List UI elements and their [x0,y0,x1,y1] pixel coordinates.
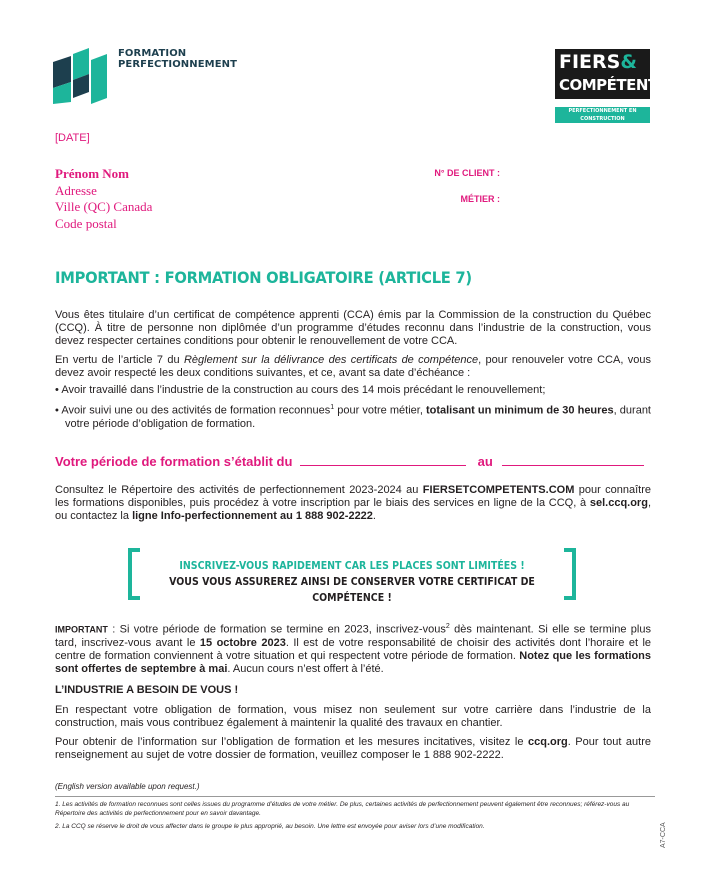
industry-text-b: . Pour tout autre renseignement au sujet de votre dossier de formation, veuillez composer le 1 888 902-2222. [55,736,651,761]
callout-left-bracket [128,548,140,600]
info-line: ligne Info-perfectionnement au 1 888 902-2222 [132,510,373,522]
industry-section [55,704,651,762]
deadline-date: 15 octobre 2023 [199,636,286,649]
period-label: Votre période de formation s’établit du [55,454,293,469]
callout-line-2: VOUS VOUS ASSUREREZ AINSI DE CONSERVER VOTRE CERTIFICAT DE COMPÉTENCE ! [169,576,535,604]
intro-text: Vous êtes titulaire d’un certificat de compétence apprenti (CCA) émis par la Commission de la construction du Québec (CCQ). À titre de personne non diplômée d’un programme d’études reconnu dans l’industrie de la construction, vous devez respecter certaines conditions pour obtenir le renouvellement de votre CCA. [55,309,651,347]
footnote-divider [55,796,655,797]
industry-paragraph-1: En respectant votre obligation de formation, vous misez non seulement sur votre carrière dans l’industrie de la construction, mais vous contribuez également à maintenir la qualité des travaux en chantier. [55,704,651,729]
bullet-2-bold: totalisant un minimum de 30 heures [425,404,614,417]
footnote-2: 2. La CCQ se réserve le droit de vous affecter dans le groupe le plus approprié, au besoin. Une lettre est envoyée pour aviser lors d’une modification. [55,823,485,830]
footnote-ref-1: 1 [330,404,335,411]
important-text-3: . Il est de votre responsabilité de choisir des activités dont l’horaire et le centre de formation conviennent à votre situation et qui respectent votre période de formation. [55,636,652,662]
document-code: A7-CCA [660,822,667,848]
callout [161,558,543,606]
important-text-1: : Si votre période de formation se termine en 2023, inscrivez-vous [107,623,446,636]
industry-text-a: Pour obtenir de l’information sur l’obligation de formation et les mesures incitatives, visitez le [55,736,528,748]
badge-amp: & [620,51,637,73]
badge-subtitle: PERFECTIONNEMENT EN CONSTRUCTION [555,107,650,123]
date-field: [DATE] [55,132,90,144]
bullet-2-before: Avoir suivi une ou des activités de formation reconnues [61,404,331,417]
period-start-line[interactable] [300,464,466,466]
bullet-2-after: , durant votre période d’obligation de formation. [65,404,651,430]
callout-right-bracket [564,548,576,600]
important-text-4: . Aucun cours n’est offert à l’été. [227,662,384,675]
important-text-2: dès maintenant. Si elle se termine plus tard, inscrivez-vous avant le [55,623,651,649]
english-note: (English version available upon request.) [55,782,200,791]
period-end-line[interactable] [502,464,644,466]
article-before: En vertu de l’article 7 du [55,354,184,366]
article-regulation: Règlement sur la délivrance des certificats de compétence [183,354,479,366]
important-paragraph [55,620,651,676]
footnote-ref-2: 2 [445,623,450,630]
recipient-city: Ville (QC) Canada [55,199,153,214]
badge-fiers: FIERS [559,51,621,73]
badge-competents: COMPÉTENTS [559,76,668,94]
recipient-postal: Code postal [55,215,117,231]
recipient-name: Prénom Nom [55,166,130,181]
footnote-1: 1. Les activités de formation reconnues sont celles issues du programme d’études de votre métier. De plus, certaines activités de perfectionnement peuvent également être reconnues; référez-vous au Répertoire des activités de perfectionnement pour en savoir davantage. [55,801,630,817]
bullet-2-mid: pour votre métier, [334,404,426,417]
formation-logo [53,48,109,104]
intro-paragraph [55,309,651,431]
article-after: , pour renouveler votre CCA, vous devez avoir respecté les deux conditions suivantes, et ce, avant sa date d’échéance : [55,354,651,379]
formation-logo-icon [53,48,109,104]
consult-text-3: , ou contactez la [55,497,651,522]
industry-heading: L’INDUSTRIE A BESOIN DE VOUS ! [55,684,239,696]
formation-logo-text [118,48,237,70]
ccq-link[interactable]: ccq.org [527,736,568,748]
important-bold: Notez que les formations sont offertes de septembre à mai [55,649,652,675]
fiers-competents-badge [555,49,668,122]
sel-link[interactable]: sel.ccq.org [589,497,648,509]
page-title: IMPORTANT : FORMATION OBLIGATOIRE (ARTICLE 7) [55,268,472,287]
logo-line-2: PERFECTIONNEMENT [118,59,238,70]
callout-line-1: INSCRIVEZ-VOUS RAPIDEMENT CAR LES PLACES SONT LIMITÉES ! [179,560,525,572]
recipient-street: Adresse [55,182,97,198]
consult-text-2: pour connaître les formations disponibles, puis procédez à votre inscription par le biais des services en ligne de la CCQ, à [55,484,651,509]
logo-line-1: FORMATION [118,48,187,59]
article-paragraph [55,354,651,380]
fiers-competents-link[interactable]: FIERSETCOMPETENTS.COM [422,484,575,496]
client-number-label: N° DE CLIENT : [434,168,500,178]
training-period [55,454,644,469]
consult-text-4: . [372,510,376,522]
bullet-2: • Avoir suivi une ou des activités de formation reconnues$^1$ pour votre métier, totalisant un minimum de 30 heures, durant votre période d’obligation de formation. [55,404,651,430]
bullet-1: • Avoir travaillé dans l’industrie de la construction au cours des 14 mois précédant le renouvellement; [55,384,546,396]
trade-label: MÉTIER : [460,194,500,204]
bullet-1-text: Avoir travaillé dans l’industrie de la construction au cours des 14 mois précédant le renouvellement; [61,384,546,396]
recipient-address [55,166,152,232]
important-label: IMPORTANT [55,624,108,635]
consult-text-1: Consultez le Répertoire des activités de perfectionnement 2023-2024 au [55,484,423,496]
consult-paragraph [55,484,651,523]
industry-paragraph-2 [55,736,651,762]
period-connector: au [477,454,493,469]
footnotes [55,800,655,831]
